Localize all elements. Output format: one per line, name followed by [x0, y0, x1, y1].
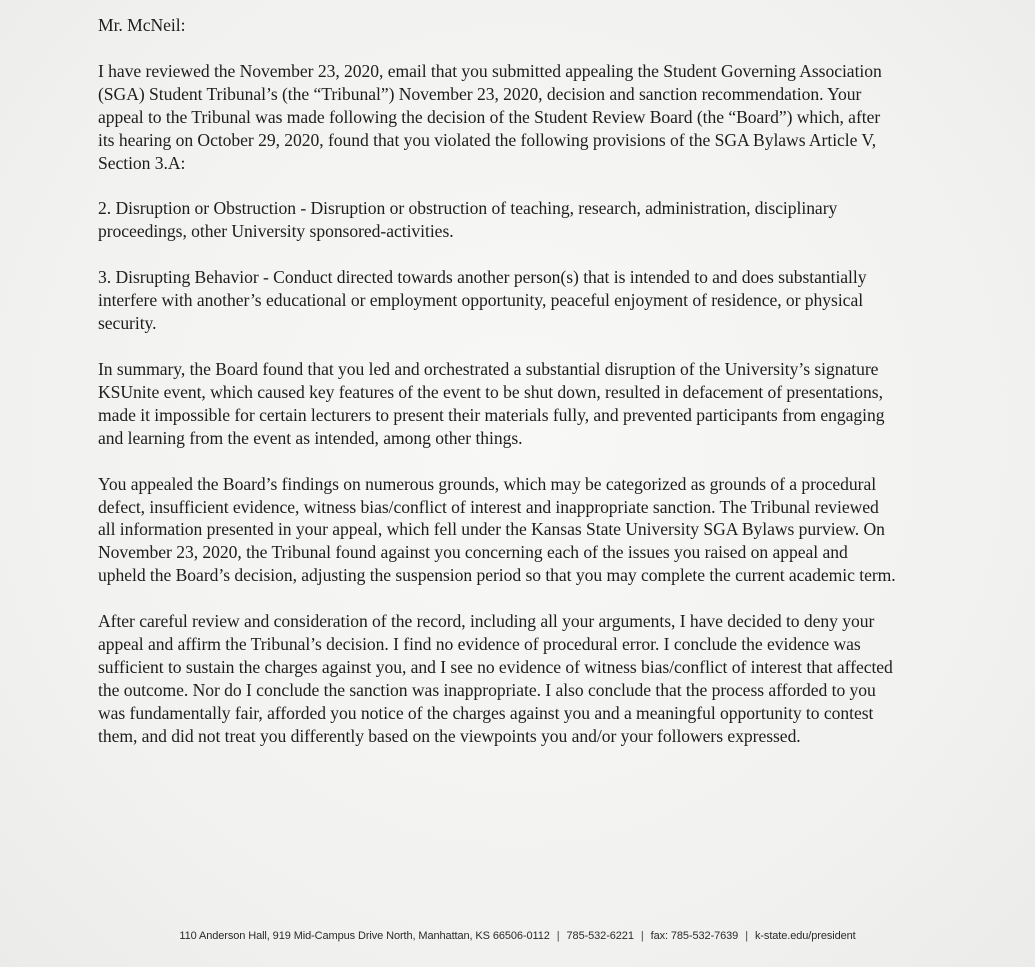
letter-body: [98, 10, 898, 748]
footer-phone: 785-532-6221: [566, 930, 634, 942]
letterhead-footer: [0, 930, 1035, 942]
footer-separator: |: [640, 930, 644, 942]
paragraph-appeal-grounds: You appealed the Board’s findings on numerous grounds, which may be categorized as grounds of a procedural defect, insufficient evidence, witness bias/conflict of interest and inappropriate sanction. The Tribunal reviewed all information presented in your appeal, which fell under the Kansas State University SGA Bylaws purview. On November 23, 2020, the Tribunal found against you concerning each of the issues you raised on appeal and upheld the Board’s decision, adjusting the suspension period so that you may complete the current academic term.: [98, 473, 896, 586]
footer-fax: fax: 785-532-7639: [650, 930, 739, 942]
paragraph-decision: After careful review and consideration of the record, including all your arguments, I have decided to deny your appeal and affirm the Tribunal’s decision. I find no evidence of procedural error. I conclude the evidence was sufficient to sustain the charges against you, and I see no evidence of witness bias/conflict of interest that affected the outcome. Nor do I conclude the sanction was inappropriate. I also conclude that the process afforded to you was fundamentally fair, afforded you notice of the charges against you and a meaningful opportunity to contest them, and did not treat you differently based on the viewpoints you and/or your followers expressed.: [98, 611, 893, 746]
paragraph-provision-2: 2. Disruption or Obstruction - Disruption or obstruction of teaching, research, administration, disciplinary proceedings, other University sponsored-activities.: [98, 198, 838, 242]
footer-separator: |: [556, 930, 560, 942]
paragraph-summary: In summary, the Board found that you led and orchestrated a substantial disruption of the University’s signature KSUnite event, which caused key features of the event to be shut down, resulted in defacement of presentations, made it impossible for certain lecturers to present their materials fully, and prevented participants from engaging and learning from the event as intended, among other things.: [98, 358, 885, 448]
salutation: Mr. McNeil:: [98, 15, 186, 35]
paragraph-appeal-review: I have reviewed the November 23, 2020, email that you submitted appealing the Student Governing Association (SGA) Student Tribunal’s (the “Tribunal”) November 23, 2020, decision and sanction recommendation. Your appeal to the Tribunal was made following the decision of the Student Review Board (the “Board”) which, after its hearing on October 29, 2020, found that you violated the following provisions of the SGA Bylaws Article V, Section 3.A:: [98, 60, 882, 173]
footer-website: k-state.edu/president: [754, 930, 856, 942]
footer-separator: |: [745, 930, 748, 942]
footer-address: 110 Anderson Hall, 919 Mid-Campus Drive North, Manhattan, KS 66506-0112: [179, 930, 550, 942]
paragraph-provision-3: 3. Disrupting Behavior - Conduct directed towards another person(s) that is intended to and does substantially interfere with another’s educational or employment opportunity, peaceful enjoyment of residence, or physical security.: [98, 267, 867, 334]
